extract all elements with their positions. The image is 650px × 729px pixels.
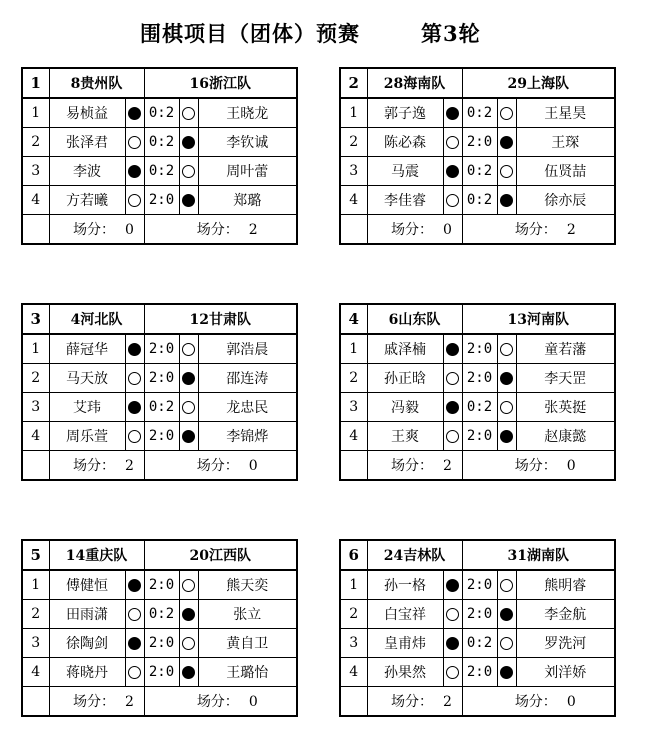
- board-row: [340, 422, 615, 451]
- team-a-name: 6山东队: [367, 304, 462, 334]
- player-a: 马震: [367, 157, 443, 186]
- board-score: 2:0: [462, 658, 497, 687]
- stone-b-cell: [497, 600, 516, 629]
- team-a-points: [367, 215, 462, 245]
- board-row: [22, 600, 297, 629]
- team-b-name: 20江西队: [144, 540, 297, 570]
- points-value: 2: [125, 458, 134, 474]
- player-a: 郭子逸: [367, 98, 443, 128]
- stone-b-cell: [497, 157, 516, 186]
- team-b-points: [462, 687, 615, 717]
- board-score: 0:2: [462, 186, 497, 215]
- team-b-points: [144, 687, 297, 717]
- board-number: 2: [340, 364, 367, 393]
- player-a: 李佳睿: [367, 186, 443, 215]
- black-stone-icon: [446, 401, 459, 414]
- board-row: [340, 128, 615, 157]
- stone-b-cell: [179, 658, 198, 687]
- board-score: 2:0: [144, 570, 179, 600]
- stone-b-cell: [497, 658, 516, 687]
- board-number: 3: [22, 629, 49, 658]
- white-stone-icon: [182, 165, 195, 178]
- player-a: 孙一格: [367, 570, 443, 600]
- event-title: 围棋项目（团体）预赛: [140, 21, 360, 46]
- board-score: 2:0: [462, 364, 497, 393]
- player-a: 戚泽楠: [367, 334, 443, 364]
- black-stone-icon: [182, 608, 195, 621]
- board-score: 0:2: [144, 157, 179, 186]
- board-row: [340, 570, 615, 600]
- match-header: [22, 540, 297, 570]
- match-table: [21, 67, 298, 245]
- player-a: 皇甫炜: [367, 629, 443, 658]
- board-score: 2:0: [144, 186, 179, 215]
- match-points-row: [22, 687, 297, 717]
- board-score: 2:0: [144, 364, 179, 393]
- player-b: 徐亦辰: [516, 186, 615, 215]
- match-points-row: [340, 215, 615, 245]
- stone-a-cell: [125, 393, 144, 422]
- points-value: 2: [248, 222, 258, 238]
- match-header: [22, 304, 297, 334]
- points-value: 2: [566, 222, 576, 238]
- stone-a-cell: [125, 658, 144, 687]
- player-a: 薛冠华: [49, 334, 125, 364]
- stone-b-cell: [497, 98, 516, 128]
- white-stone-icon: [128, 194, 141, 207]
- points-label: 场分：: [391, 222, 434, 238]
- team-a-name: 8贵州队: [49, 68, 144, 98]
- stone-a-cell: [125, 570, 144, 600]
- black-stone-icon: [182, 372, 195, 385]
- player-b: 熊天奕: [198, 570, 297, 600]
- board-number: 4: [22, 422, 49, 451]
- match-header: [340, 68, 615, 98]
- player-a: 孙正晗: [367, 364, 443, 393]
- black-stone-icon: [500, 608, 513, 621]
- board-score: 2:0: [144, 334, 179, 364]
- board-score: 2:0: [462, 570, 497, 600]
- stone-a-cell: [125, 364, 144, 393]
- player-a: 傅健恒: [49, 570, 125, 600]
- black-stone-icon: [128, 637, 141, 650]
- board-row: [22, 157, 297, 186]
- points-value: 0: [566, 458, 576, 474]
- match-number: 4: [340, 304, 367, 334]
- white-stone-icon: [128, 666, 141, 679]
- board-row: [22, 393, 297, 422]
- player-b: 李钦诚: [198, 128, 297, 157]
- board-row: [340, 157, 615, 186]
- board-row: [22, 658, 297, 687]
- stone-b-cell: [179, 570, 198, 600]
- stone-a-cell: [443, 128, 462, 157]
- board-score: 0:2: [462, 157, 497, 186]
- stone-a-cell: [125, 157, 144, 186]
- board-row: [340, 658, 615, 687]
- board-number: 2: [340, 128, 367, 157]
- stone-b-cell: [497, 364, 516, 393]
- player-a: 易桢益: [49, 98, 125, 128]
- board-score: 0:2: [144, 128, 179, 157]
- match-points-row: [22, 451, 297, 481]
- match-table: [339, 303, 616, 481]
- team-a-name: 4河北队: [49, 304, 144, 334]
- blank-cell: [22, 215, 49, 245]
- board-number: 1: [22, 570, 49, 600]
- stone-a-cell: [443, 570, 462, 600]
- white-stone-icon: [446, 666, 459, 679]
- team-b-name: 29上海队: [462, 68, 615, 98]
- match-header: [22, 68, 297, 98]
- board-number: 2: [22, 600, 49, 629]
- white-stone-icon: [128, 136, 141, 149]
- player-a: 艾玮: [49, 393, 125, 422]
- white-stone-icon: [182, 579, 195, 592]
- player-b: 李锦烨: [198, 422, 297, 451]
- white-stone-icon: [182, 343, 195, 356]
- points-value: 2: [443, 458, 452, 474]
- team-a-points: [367, 451, 462, 481]
- blank-cell: [22, 687, 49, 717]
- board-number: 4: [340, 422, 367, 451]
- match-header: [340, 540, 615, 570]
- board-row: [22, 128, 297, 157]
- stone-a-cell: [443, 98, 462, 128]
- stone-a-cell: [443, 364, 462, 393]
- player-b: 罗洗河: [516, 629, 615, 658]
- stone-a-cell: [443, 334, 462, 364]
- match-number: 2: [340, 68, 367, 98]
- points-label: 场分：: [514, 694, 557, 710]
- stone-a-cell: [443, 422, 462, 451]
- match-points-row: [22, 215, 297, 245]
- player-b: 张立: [198, 600, 297, 629]
- stone-a-cell: [443, 186, 462, 215]
- player-b: 张英挺: [516, 393, 615, 422]
- match-table: [21, 303, 298, 481]
- white-stone-icon: [446, 136, 459, 149]
- white-stone-icon: [500, 165, 513, 178]
- white-stone-icon: [128, 372, 141, 385]
- stone-b-cell: [179, 334, 198, 364]
- player-a: 田雨潇: [49, 600, 125, 629]
- player-a: 王爽: [367, 422, 443, 451]
- board-score: 0:2: [144, 393, 179, 422]
- board-score: 0:2: [462, 629, 497, 658]
- player-a: 周乐萱: [49, 422, 125, 451]
- stone-b-cell: [497, 422, 516, 451]
- board-number: 1: [22, 98, 49, 128]
- points-label: 场分：: [514, 222, 557, 238]
- stone-a-cell: [443, 658, 462, 687]
- player-b: 郑璐: [198, 186, 297, 215]
- team-b-points: [144, 215, 297, 245]
- black-stone-icon: [446, 579, 459, 592]
- player-a: 马天放: [49, 364, 125, 393]
- player-b: 邵连涛: [198, 364, 297, 393]
- board-number: 2: [340, 600, 367, 629]
- points-value: 0: [248, 694, 258, 710]
- black-stone-icon: [500, 430, 513, 443]
- points-label: 场分：: [514, 458, 557, 474]
- match-points-row: [340, 451, 615, 481]
- player-a: 孙果然: [367, 658, 443, 687]
- points-value: 0: [125, 222, 134, 238]
- board-score: 0:2: [462, 393, 497, 422]
- board-score: 0:2: [144, 600, 179, 629]
- board-row: [340, 629, 615, 658]
- white-stone-icon: [500, 401, 513, 414]
- player-a: 方若曦: [49, 186, 125, 215]
- stone-a-cell: [125, 186, 144, 215]
- stone-a-cell: [443, 600, 462, 629]
- black-stone-icon: [446, 637, 459, 650]
- player-a: 蒋晓丹: [49, 658, 125, 687]
- round-title: 第3轮: [421, 21, 481, 46]
- team-b-name: 16浙江队: [144, 68, 297, 98]
- black-stone-icon: [128, 343, 141, 356]
- player-a: 李波: [49, 157, 125, 186]
- stone-a-cell: [125, 334, 144, 364]
- player-a: 陈必森: [367, 128, 443, 157]
- player-b: 赵康懿: [516, 422, 615, 451]
- team-a-points: [49, 451, 144, 481]
- black-stone-icon: [446, 107, 459, 120]
- board-score: 2:0: [462, 334, 497, 364]
- white-stone-icon: [182, 107, 195, 120]
- black-stone-icon: [182, 430, 195, 443]
- black-stone-icon: [182, 136, 195, 149]
- player-b: 李天罡: [516, 364, 615, 393]
- points-value: 2: [443, 694, 452, 710]
- stone-b-cell: [179, 629, 198, 658]
- team-a-name: 14重庆队: [49, 540, 144, 570]
- team-b-name: 31湖南队: [462, 540, 615, 570]
- black-stone-icon: [500, 136, 513, 149]
- stone-a-cell: [125, 629, 144, 658]
- board-score: 2:0: [144, 422, 179, 451]
- team-a-points: [367, 687, 462, 717]
- points-label: 场分：: [391, 694, 434, 710]
- black-stone-icon: [446, 165, 459, 178]
- match-table: [339, 539, 616, 717]
- white-stone-icon: [446, 372, 459, 385]
- player-b: 伍贤喆: [516, 157, 615, 186]
- board-number: 4: [22, 658, 49, 687]
- player-b: 龙忠民: [198, 393, 297, 422]
- stone-a-cell: [125, 98, 144, 128]
- player-a: 徐陶剑: [49, 629, 125, 658]
- team-b-points: [144, 451, 297, 481]
- board-number: 3: [340, 393, 367, 422]
- white-stone-icon: [182, 637, 195, 650]
- player-b: 黄自卫: [198, 629, 297, 658]
- stone-b-cell: [497, 629, 516, 658]
- stone-b-cell: [179, 600, 198, 629]
- board-row: [22, 570, 297, 600]
- player-b: 童若藩: [516, 334, 615, 364]
- board-row: [340, 98, 615, 128]
- points-label: 场分：: [73, 694, 116, 710]
- player-b: 周叶蕾: [198, 157, 297, 186]
- stone-a-cell: [125, 422, 144, 451]
- black-stone-icon: [500, 372, 513, 385]
- board-number: 2: [22, 364, 49, 393]
- blank-cell: [340, 215, 367, 245]
- board-score: 2:0: [462, 600, 497, 629]
- board-score: 2:0: [462, 422, 497, 451]
- stone-a-cell: [125, 600, 144, 629]
- white-stone-icon: [500, 107, 513, 120]
- team-a-points: [49, 687, 144, 717]
- stone-b-cell: [179, 364, 198, 393]
- stone-b-cell: [179, 422, 198, 451]
- white-stone-icon: [500, 637, 513, 650]
- white-stone-icon: [446, 430, 459, 443]
- black-stone-icon: [446, 343, 459, 356]
- stone-b-cell: [179, 186, 198, 215]
- blank-cell: [340, 687, 367, 717]
- team-a-name: 24吉林队: [367, 540, 462, 570]
- player-b: 刘洋娇: [516, 658, 615, 687]
- white-stone-icon: [446, 608, 459, 621]
- match-header: [340, 304, 615, 334]
- black-stone-icon: [128, 401, 141, 414]
- points-label: 场分：: [73, 458, 116, 474]
- black-stone-icon: [128, 107, 141, 120]
- points-label: 场分：: [73, 222, 116, 238]
- match-number: 5: [22, 540, 49, 570]
- match-table: [21, 539, 298, 717]
- stone-a-cell: [125, 128, 144, 157]
- match-number: 6: [340, 540, 367, 570]
- stone-b-cell: [497, 128, 516, 157]
- stone-a-cell: [443, 393, 462, 422]
- team-b-points: [462, 215, 615, 245]
- black-stone-icon: [500, 666, 513, 679]
- board-row: [340, 600, 615, 629]
- board-row: [340, 364, 615, 393]
- player-b: 熊明睿: [516, 570, 615, 600]
- team-b-points: [462, 451, 615, 481]
- team-a-name: 28海南队: [367, 68, 462, 98]
- team-b-name: 13河南队: [462, 304, 615, 334]
- player-a: 张泽君: [49, 128, 125, 157]
- player-b: 李金航: [516, 600, 615, 629]
- stone-b-cell: [497, 186, 516, 215]
- board-row: [22, 186, 297, 215]
- stone-b-cell: [179, 393, 198, 422]
- board-score: 2:0: [144, 629, 179, 658]
- board-row: [22, 98, 297, 128]
- match-points-row: [340, 687, 615, 717]
- player-a: 冯毅: [367, 393, 443, 422]
- board-row: [22, 629, 297, 658]
- stone-a-cell: [443, 629, 462, 658]
- board-number: 2: [22, 128, 49, 157]
- board-number: 1: [340, 334, 367, 364]
- points-label: 场分：: [391, 458, 434, 474]
- black-stone-icon: [128, 165, 141, 178]
- points-value: 0: [248, 458, 258, 474]
- black-stone-icon: [182, 194, 195, 207]
- white-stone-icon: [500, 579, 513, 592]
- points-label: 场分：: [196, 694, 239, 710]
- white-stone-icon: [446, 194, 459, 207]
- board-row: [22, 334, 297, 364]
- stone-b-cell: [179, 157, 198, 186]
- blank-cell: [22, 451, 49, 481]
- board-score: 0:2: [144, 98, 179, 128]
- match-number: 3: [22, 304, 49, 334]
- board-row: [340, 334, 615, 364]
- board-number: 3: [340, 157, 367, 186]
- board-number: 3: [340, 629, 367, 658]
- team-b-name: 12甘肃队: [144, 304, 297, 334]
- white-stone-icon: [128, 608, 141, 621]
- stone-b-cell: [497, 393, 516, 422]
- player-b: 王晓龙: [198, 98, 297, 128]
- stone-a-cell: [443, 157, 462, 186]
- board-number: 1: [340, 570, 367, 600]
- player-a: 白宝祥: [367, 600, 443, 629]
- board-number: 3: [22, 157, 49, 186]
- stone-b-cell: [179, 128, 198, 157]
- black-stone-icon: [182, 666, 195, 679]
- board-row: [22, 422, 297, 451]
- board-score: 2:0: [462, 128, 497, 157]
- black-stone-icon: [128, 579, 141, 592]
- stone-b-cell: [179, 98, 198, 128]
- player-b: 王璐怡: [198, 658, 297, 687]
- stone-b-cell: [497, 570, 516, 600]
- white-stone-icon: [500, 343, 513, 356]
- points-label: 场分：: [196, 458, 239, 474]
- board-row: [22, 364, 297, 393]
- white-stone-icon: [128, 430, 141, 443]
- board-number: 1: [340, 98, 367, 128]
- team-a-points: [49, 215, 144, 245]
- points-value: 0: [443, 222, 452, 238]
- board-number: 3: [22, 393, 49, 422]
- board-number: 4: [340, 186, 367, 215]
- stone-b-cell: [497, 334, 516, 364]
- player-b: 王琛: [516, 128, 615, 157]
- match-number: 1: [22, 68, 49, 98]
- board-score: 2:0: [144, 658, 179, 687]
- blank-cell: [340, 451, 367, 481]
- board-row: [340, 186, 615, 215]
- match-table: [339, 67, 616, 245]
- board-number: 1: [22, 334, 49, 364]
- player-b: 郭浩晨: [198, 334, 297, 364]
- board-number: 4: [340, 658, 367, 687]
- board-row: [340, 393, 615, 422]
- points-value: 2: [125, 694, 134, 710]
- board-number: 4: [22, 186, 49, 215]
- board-score: 0:2: [462, 98, 497, 128]
- points-label: 场分：: [196, 222, 239, 238]
- player-b: 王星昊: [516, 98, 615, 128]
- black-stone-icon: [500, 194, 513, 207]
- white-stone-icon: [182, 401, 195, 414]
- points-value: 0: [566, 694, 576, 710]
